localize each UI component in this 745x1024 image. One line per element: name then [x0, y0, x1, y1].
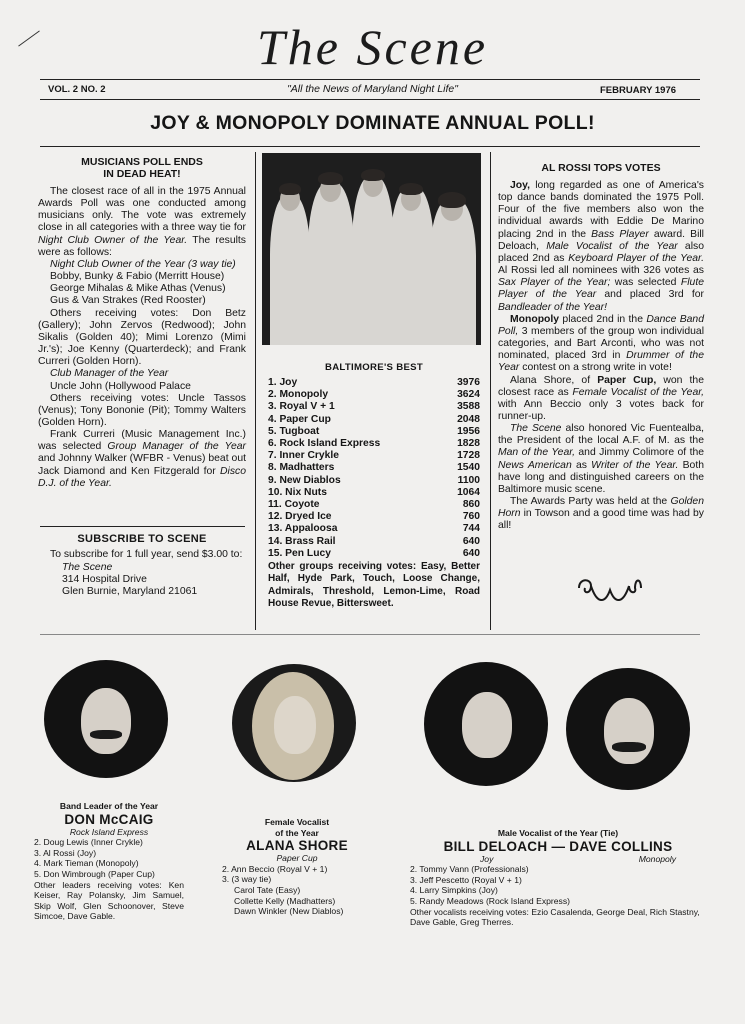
dave-collins-portrait	[566, 668, 690, 790]
list-item: 2. Monopoly 3624	[268, 389, 480, 401]
list-item: 11. Coyote 860	[268, 499, 480, 511]
don-mccaig-portrait	[44, 660, 168, 778]
main-headline: JOY & MONOPOLY DOMINATE ANNUAL POLL!	[150, 112, 595, 134]
baltimores-best-list	[268, 362, 480, 610]
masthead-rule-bottom	[40, 99, 700, 100]
male-vocalist-caption: Male Vocalist of the Year (Tie) BILL DELOACH — DAVE COLLINS Joy Monopoly 2. Tommy Vann (Professionals) 3. Jeff Pescetto (Royal V + 1) 4. Larry Simpkins (Joy) 5. Randy Meadows (Rock Island Express) Other vocalists receiving votes: Ezio Casalenda, George Deal, Rich Stastny, Dave Gable, Greg Therres.	[410, 828, 700, 928]
list-item: 10. Nix Nuts 1064	[268, 486, 480, 498]
alana-shore-portrait	[232, 664, 356, 782]
joy-band-photo	[262, 153, 481, 345]
list-item: 13. Appaloosa 744	[268, 523, 480, 535]
subscribe-box: SUBSCRIBE TO SCENE To subscribe for 1 full year, send $3.00 to: The Scene 314 Hospital Drive Glen Burnie, Maryland 21061	[38, 533, 246, 599]
headline-rule	[40, 146, 700, 147]
flourish-ornament-icon	[575, 576, 645, 612]
masthead-title: The Scene	[256, 19, 489, 75]
list-item: 1. Joy 3976	[268, 377, 480, 388]
list-item: 12. Dryed Ice 760	[268, 511, 480, 523]
musicians-poll-article: MUSICIANS POLL ENDS IN DEAD HEAT! The closest race of all in the 1975 Annual Awards Poll was one conducted among musicians only. The vote was extremely close in all categories with a three way tie for Night Club Owner of the Year. The results were as follows: Night Club Owner of the Year (3 way tie) Bobby, Bunky & Fabio (Merritt House) George Mihalas & Mike Athas (Venus) Gus & Van Strakes (Red Rooster) Others receiving votes: Don Betz (Gallery); John Zervos (Redwood); John Sikalis (Golden 40); Mimi Lorenzo (Mimi Jr.'s); Joe Kenny (Quarterdeck); and Frank Curreri (Golden Horn). Club Manager of the Year Uncle John (Hollywood Palace Others receiving votes: Uncle Tassos (Venus); Tony Bononie (Pit); Tommy Walters (Golden Horn). Frank Curreri (Music Management Inc.) was selected Group Manager of the Year and Johnny Walker (WFBR - Venus) beat out Jack Diamond and Ken Fitzgerald for Disco D.J. of the Year.	[38, 156, 246, 489]
issue-date: FEBRUARY 1976	[600, 85, 677, 96]
list-item: 5. Tugboat 1956	[268, 425, 480, 437]
alana-shore-caption: Female Vocalist of the Year ALANA SHORE Paper Cup 2. Ann Beccio (Royal V + 1) 3. (3 way tie) Carol Tate (Easy) Collette Kelly (Madhatters) Dawn Winkler (New Diablos)	[222, 817, 348, 917]
masthead-rule-top	[40, 79, 700, 80]
list-item: 4. Paper Cup 2048	[268, 413, 480, 425]
column-divider-right	[490, 152, 491, 630]
al-rossi-article: AL ROSSI TOPS VOTES Joy, long regarded as one of America's top dance bands dominated the 1975 Poll. Four of the five members also won the individual awards with Eddie De Marino placing 2nd in the Bass Player award. Bill Deloach, Male Vocalist of the Year also placed 2nd as Keyboard Player of the Year. Al Rossi led all nominees with 326 votes as Sax Player of the Year; was selected Flute Player of the Year and placed 3rd for Bandleader of the Year! Monopoly placed 2nd in the Dance Band Poll, 3 members of the group won individual categories, and Bart Arconti, who was not nominated, placed 3rd in Drummer of the Year contest on a strong write in vote! Alana Shore, of Paper Cup, won the closest race as Female Vocalist of the Year, with Ann Beccio only 3 votes back for runner-up. The Scene also honored Vic Fuentealba, the President of the local A.F. of M. as the Man of the Year, and Jimmy Colimore of the News American as Writer of the Year. Both have long and distinguished careers on the Baltimore music scene. The Awards Party was held at the Golden Horn in Towson and a good time was had by all!	[498, 162, 705, 532]
list-item: 7. Inner Crykle 1728	[268, 450, 480, 462]
section-rule	[40, 634, 700, 635]
list-item: 6. Rock Island Express 1828	[268, 438, 480, 450]
list-item: 15. Pen Lucy 640	[268, 547, 480, 559]
list-item: 14. Brass Rail 640	[268, 535, 480, 547]
subscribe-title: SUBSCRIBE TO SCENE	[77, 533, 207, 545]
article-title: MUSICIANS POLL ENDS IN DEAD HEAT!	[81, 156, 203, 180]
don-mccaig-caption: Band Leader of the Year DON McCAIG Rock Island Express 2. Doug Lewis (Inner Crykle) 3. Al Rossi (Joy) 4. Mark Tieman (Monopoly) 5. Don Wimbrough (Paper Cup) Other leaders receiving votes: Ken Keiser, Ray Polansky, Jim Samuel, Skip Wolf, Glen Schoonover, Steve Simcoe, Dave Gable.	[34, 801, 184, 922]
column-divider-left	[255, 152, 256, 630]
tagline: "All the News of Maryland Night Life"	[287, 83, 458, 95]
other-groups: Other groups receiving votes: Easy, Better Half, Hyde Park, Touch, Loose Change, Admirals, Threshold, Lemon-Lime, Road House Revue, Bittersweet.	[268, 561, 480, 609]
bill-deloach-portrait	[424, 662, 548, 786]
list-item: 9. New Diablos 1100	[268, 474, 480, 486]
article-title: AL ROSSI TOPS VOTES	[541, 162, 661, 174]
best-title: BALTIMORE'S BEST	[324, 362, 424, 373]
list-item: 3. Royal V + 1 3588	[268, 401, 480, 413]
volume-number: VOL. 2 NO. 2	[48, 84, 106, 95]
list-item: 8. Madhatters 1540	[268, 462, 480, 474]
subscribe-rule-top	[40, 526, 245, 527]
